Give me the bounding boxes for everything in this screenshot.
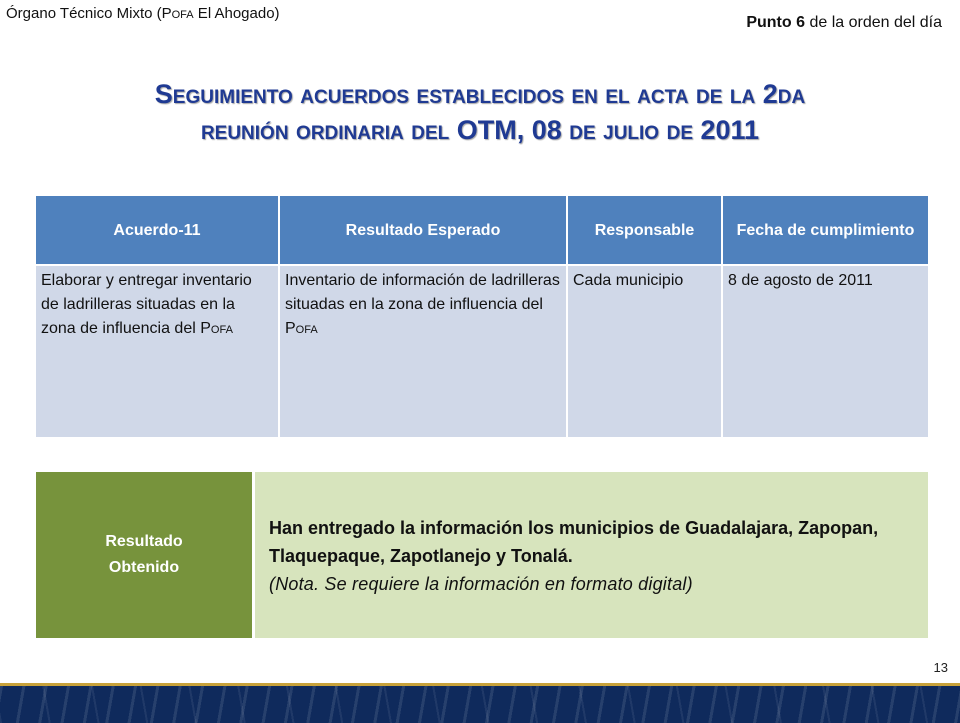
column-header-resultado: Resultado Esperado bbox=[279, 196, 567, 265]
org-name-suffix: El Ahogado) bbox=[193, 5, 280, 22]
column-header-responsable: Responsable bbox=[567, 196, 722, 265]
page-number: 13 bbox=[933, 660, 948, 675]
agreements-table bbox=[36, 196, 928, 437]
table-header-row bbox=[36, 196, 928, 265]
result-label: Resultado Obtenido bbox=[105, 533, 183, 576]
resultado-smallcaps: ofa bbox=[295, 320, 318, 337]
resultado-text: Inventario de información de ladrilleras situadas en la zona de influencia del P bbox=[285, 272, 560, 337]
organization-header bbox=[6, 5, 280, 22]
acuerdo-text: Elaborar y entregar inventario de ladrilleras situadas en la zona de influencia del P bbox=[41, 272, 252, 337]
result-note: (Nota. Se requiere la información en formato digital) bbox=[269, 574, 693, 594]
title-line-1: Seguimiento acuerdos establecidos en el acta de la 2da bbox=[154, 79, 806, 109]
column-header-fecha: Fecha de cumplimiento bbox=[722, 196, 928, 265]
org-name-prefix: Órgano Técnico Mixto (P bbox=[6, 5, 172, 22]
agenda-text: de la orden del día bbox=[805, 14, 942, 31]
agenda-item bbox=[746, 14, 942, 32]
cell-resultado bbox=[279, 265, 567, 437]
cell-fecha: 8 de agosto de 2011 bbox=[722, 265, 928, 437]
slide-title bbox=[30, 76, 930, 148]
cell-acuerdo bbox=[36, 265, 279, 437]
agenda-point: Punto 6 bbox=[746, 14, 805, 31]
cell-responsable: Cada municipio bbox=[567, 265, 722, 437]
table-row bbox=[36, 265, 928, 437]
result-box bbox=[36, 472, 928, 638]
result-main-text: Han entregado la información los municipios de Guadalajara, Zapopan, Tlaquepaque, Zapotlanejo y Tonalá. bbox=[269, 518, 879, 566]
footer-banner bbox=[0, 683, 960, 723]
acuerdo-smallcaps: ofa bbox=[210, 320, 233, 337]
result-label-cell bbox=[36, 472, 255, 638]
footer-pattern bbox=[0, 686, 960, 723]
result-body-cell bbox=[255, 472, 928, 638]
column-header-acuerdo: Acuerdo-11 bbox=[36, 196, 279, 265]
org-name-smallcaps: ofa bbox=[171, 5, 194, 22]
title-line-2: reunión ordinaria del OTM, 08 de julio de 2011 bbox=[200, 115, 760, 145]
